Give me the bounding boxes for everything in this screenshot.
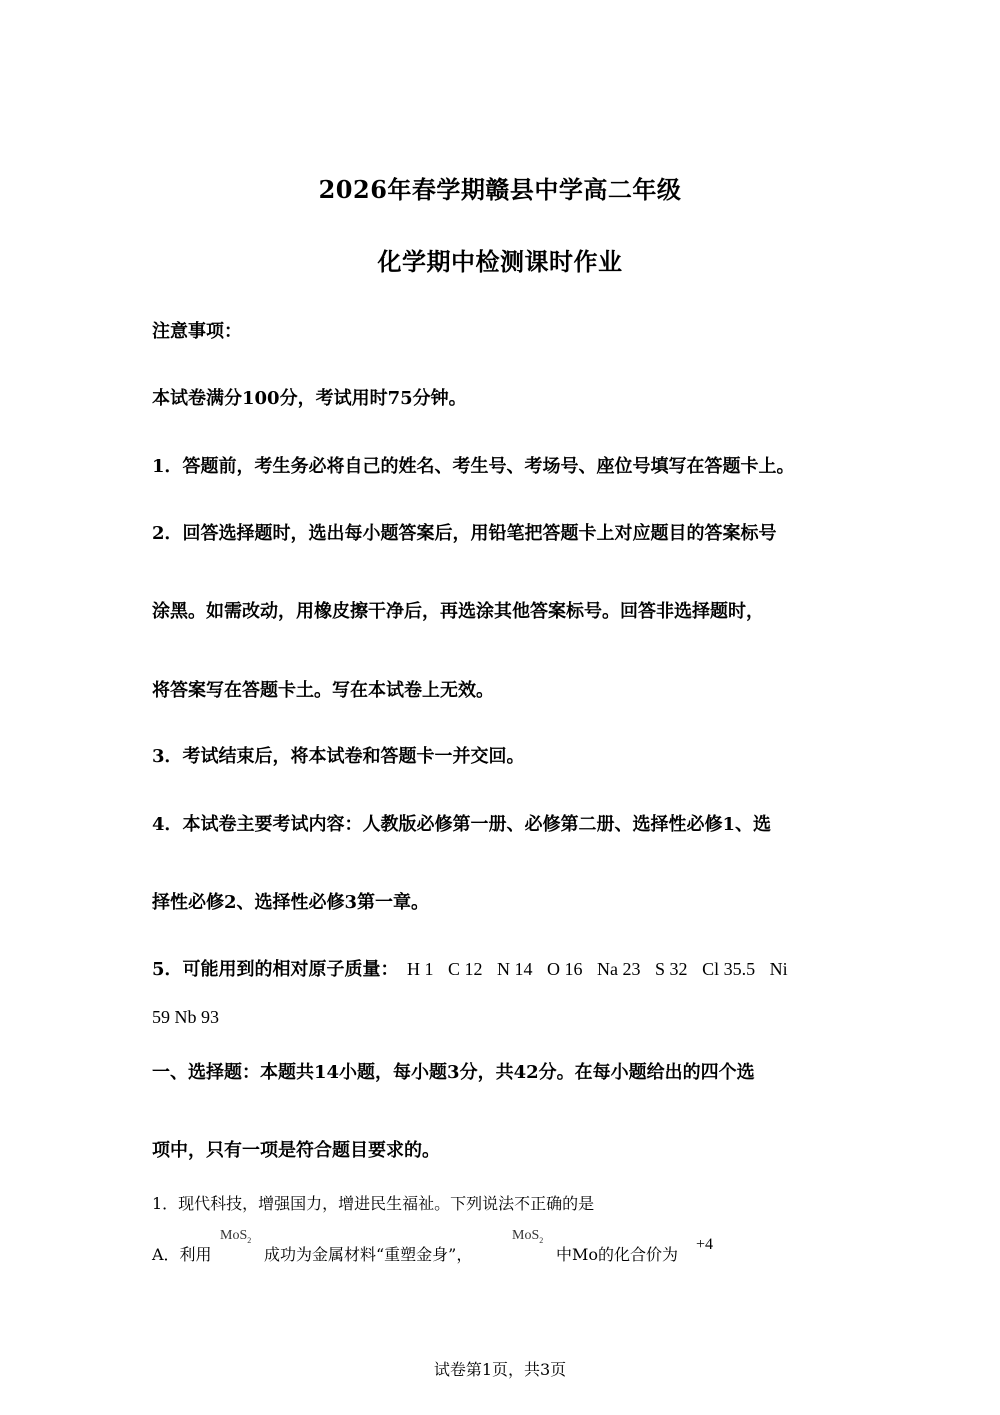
option-a-prefix: A．利用	[152, 1245, 212, 1264]
atomic-mass-entry: H 1	[407, 959, 434, 979]
atomic-mass-entry: S 32	[655, 959, 688, 979]
atomic-mass-label: 5．可能用到的相对原子质量：	[152, 959, 399, 980]
atomic-mass-entry: Cl 35.5	[702, 959, 756, 979]
exam-title-line2: 化学期中检测课时作业	[377, 247, 623, 276]
page-footer: 试卷第1页，共3页	[433, 1360, 567, 1379]
notice-summary: 本试卷满分100分，考试用时75分钟。	[152, 388, 467, 409]
question-1-stem: 1．现代科技，增强国力，增进民生福祉。下列说法不正确的是	[152, 1194, 595, 1213]
notice-item-1: 1．答题前，考生务必将自己的姓名、考生号、考场号、座位号填写在答题卡上。	[152, 456, 795, 477]
mos2-formula: MoS$_2$	[512, 1228, 544, 1245]
option-a-suffix: 中Mo的化合价为	[556, 1245, 679, 1264]
valence-value: +4	[696, 1236, 714, 1253]
option-a-middle: 成功为金属材料“重塑金身”，	[264, 1245, 473, 1264]
atomic-mass-entry: C 12	[448, 959, 483, 979]
notice-item-2-line2: 涂黑。如需改动，用橡皮擦干净后，再选涂其他答案标号。回答非选择题时，	[152, 601, 764, 622]
atomic-mass-entry: Ni	[769, 959, 788, 979]
atomic-mass-entry: O 16	[547, 959, 583, 979]
section-1-heading-line1: 一、选择题：本题共14小题，每小题3分，共42分。在每小题给出的四个选	[152, 1062, 755, 1083]
notice-item-2-line1: 2．回答选择题时，选出每小题答案后，用铅笔把答题卡上对应题目的答案标号	[152, 523, 777, 544]
notice-item-4-line1: 4．本试卷主要考试内容：人教版必修第一册、必修第二册、选择性必修1、选	[152, 814, 772, 835]
exam-title-line1: 2026年春学期赣县中学高二年级	[318, 175, 682, 204]
notice-item-4-line2: 择性必修2、选择性必修3第一章。	[152, 892, 430, 913]
section-1-heading-line2: 项中，只有一项是符合题目要求的。	[152, 1140, 440, 1161]
notice-heading: 注意事项：	[152, 321, 242, 342]
notice-item-5	[152, 955, 798, 981]
notice-item-3: 3．考试结束后，将本试卷和答题卡一并交回。	[152, 746, 525, 767]
atomic-mass-entry: N 14	[497, 959, 533, 979]
mos2-formula: MoS$_2$	[220, 1228, 252, 1245]
atomic-mass-list	[403, 959, 798, 979]
atomic-mass-line2: 59 Nb 93	[152, 1007, 219, 1027]
notice-item-2-line3: 将答案写在答题卡土。写在本试卷上无效。	[152, 680, 494, 701]
atomic-mass-entry: Na 23	[597, 959, 641, 979]
